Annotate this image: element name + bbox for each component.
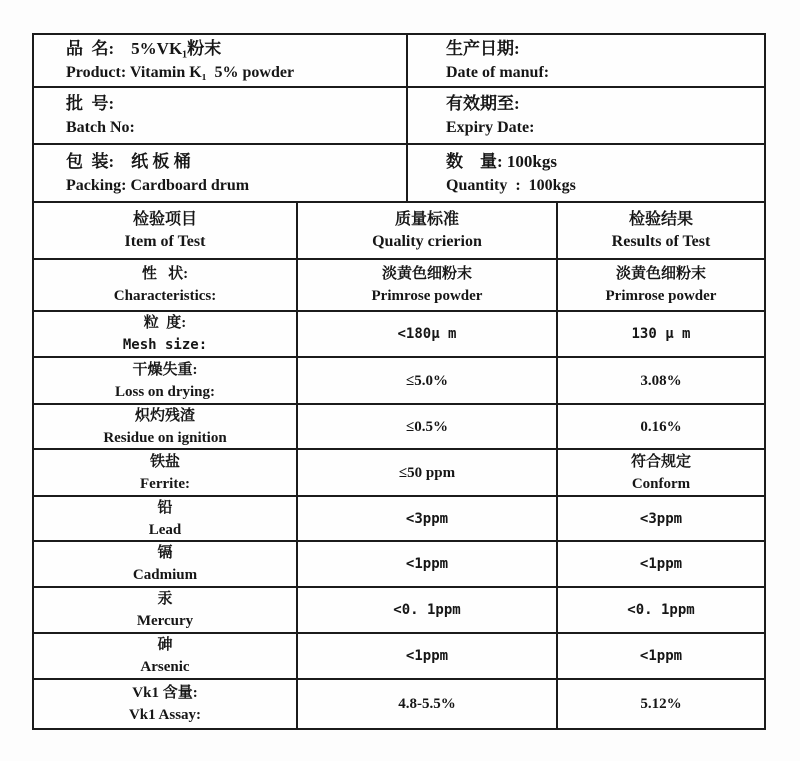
header-quality-criterion-zh: 质量标准 xyxy=(394,210,459,228)
cell-mercury-standard xyxy=(298,588,558,634)
vk1-assay-result: 5.12% xyxy=(640,696,682,712)
ferrite-result-zh: 符合规定 xyxy=(630,453,691,470)
info-cell-packing xyxy=(34,145,408,203)
header-item-of-test-zh: 检验项目 xyxy=(132,210,197,228)
cell-mercury-result xyxy=(558,588,764,634)
loss-on-drying-en: Loss on drying: xyxy=(114,383,216,400)
characteristics-standard-zh: 淡黄色细粉末 xyxy=(381,266,472,282)
lead-zh: 铅 xyxy=(157,499,173,516)
loss-on-drying-standard: ≤5.0% xyxy=(406,372,448,389)
info-cell-expiry-date xyxy=(408,88,764,145)
header-quality-criterion xyxy=(298,203,558,260)
date-of-manuf-label-en: Date of manuf: xyxy=(446,64,550,81)
expiry-date-label-en: Expiry Date: xyxy=(446,119,535,136)
header-item-of-test xyxy=(34,203,298,260)
ferrite-result-en: Conform xyxy=(631,475,691,492)
characteristics-result-zh: 淡黄色细粉末 xyxy=(615,266,706,282)
residue-on-ignition-result: 0.16% xyxy=(640,418,682,435)
cell-loss-on-drying-item xyxy=(34,358,298,405)
cell-vk1-assay-item xyxy=(34,680,298,728)
cell-mesh-size-result xyxy=(558,312,764,358)
header-results-of-test-zh: 检验结果 xyxy=(628,210,693,228)
mercury-standard: <0. 1ppm xyxy=(393,602,461,618)
header-quality-criterion-en: Quality crierion xyxy=(372,232,482,250)
lead-result: <3ppm xyxy=(639,510,683,527)
cell-loss-on-drying-result xyxy=(558,358,764,405)
cell-lead-result xyxy=(558,497,764,542)
batch-no-label-zh: 批 号: xyxy=(66,94,115,113)
residue-on-ignition-standard: ≤0.5% xyxy=(406,418,448,435)
info-cell-product xyxy=(34,35,408,88)
cell-cadmium-item xyxy=(34,542,298,588)
mesh-size-standard: <180μ m xyxy=(397,326,457,342)
date-of-manuf-label-zh: 生产日期: xyxy=(446,39,520,58)
test-section xyxy=(34,203,764,728)
cadmium-result: <1ppm xyxy=(639,556,683,572)
residue-on-ignition-en: Residue on ignition xyxy=(103,429,227,446)
cell-residue-on-ignition-result xyxy=(558,405,764,450)
header-results-of-test-en: Results of Test xyxy=(611,232,711,250)
cell-lead-item xyxy=(34,497,298,542)
arsenic-result: <1ppm xyxy=(639,648,683,664)
ferrite-en: Ferrite: xyxy=(140,475,190,492)
arsenic-en: Arsenic xyxy=(140,659,190,675)
info-cell-batch-no xyxy=(34,88,408,145)
cell-mesh-size-item xyxy=(34,312,298,358)
info-cell-date-of-manuf xyxy=(408,35,764,88)
cell-mercury-item xyxy=(34,588,298,634)
cell-ferrite-result xyxy=(558,450,764,497)
cell-cadmium-standard xyxy=(298,542,558,588)
cell-characteristics-standard xyxy=(298,260,558,312)
characteristics-standard-en: Primrose powder xyxy=(371,288,483,304)
cell-cadmium-result xyxy=(558,542,764,588)
info-section xyxy=(34,35,764,203)
cadmium-zh: 镉 xyxy=(157,545,173,561)
packing-label-en: Packing: Cardboard drum xyxy=(66,176,250,194)
arsenic-zh: 砷 xyxy=(157,637,173,653)
cell-residue-on-ignition-item xyxy=(34,405,298,450)
cell-arsenic-standard xyxy=(298,634,558,680)
cadmium-en: Cadmium xyxy=(132,567,198,583)
header-item-of-test-en: Item of Test xyxy=(124,232,206,250)
mercury-en: Mercury xyxy=(136,613,194,629)
vk1-assay-en: Vk1 Assay: xyxy=(128,707,202,723)
ferrite-standard: ≤50 ppm xyxy=(398,464,456,481)
quantity-label-en: Quantity : 100kgs xyxy=(446,176,576,194)
mercury-zh: 汞 xyxy=(157,591,173,607)
characteristics-zh: 性 状: xyxy=(141,266,189,282)
cell-lead-standard xyxy=(298,497,558,542)
loss-on-drying-result: 3.08% xyxy=(640,372,682,389)
cell-arsenic-result xyxy=(558,634,764,680)
mesh-size-zh: 粒 度: xyxy=(143,315,187,331)
cell-characteristics-result xyxy=(558,260,764,312)
packing-label-zh: 包 装: 纸 板 桶 xyxy=(66,151,191,171)
cell-characteristics-item xyxy=(34,260,298,312)
loss-on-drying-zh: 干燥失重: xyxy=(132,361,198,378)
vk1-assay-standard: 4.8-5.5% xyxy=(398,696,456,712)
mesh-size-result: 130 μ m xyxy=(631,326,691,342)
cell-residue-on-ignition-standard xyxy=(298,405,558,450)
cell-vk1-assay-result xyxy=(558,680,764,728)
arsenic-standard: <1ppm xyxy=(405,648,449,664)
residue-on-ignition-zh: 炽灼残渣 xyxy=(134,407,195,424)
vk1-assay-zh: Vk1 含量: xyxy=(132,685,198,701)
cell-ferrite-standard xyxy=(298,450,558,497)
cell-mesh-size-standard xyxy=(298,312,558,358)
cell-arsenic-item xyxy=(34,634,298,680)
ferrite-zh: 铁盐 xyxy=(149,453,180,470)
mesh-size-en: Mesh size: xyxy=(122,337,208,353)
cell-ferrite-item xyxy=(34,450,298,497)
batch-no-label-en: Batch No: xyxy=(66,119,135,136)
header-results-of-test xyxy=(558,203,764,260)
mercury-result: <0. 1ppm xyxy=(627,602,695,618)
cell-loss-on-drying-standard xyxy=(298,358,558,405)
certificate-of-analysis-table xyxy=(32,33,766,730)
cell-vk1-assay-standard xyxy=(298,680,558,728)
info-cell-quantity xyxy=(408,145,764,203)
cadmium-standard: <1ppm xyxy=(405,556,449,572)
expiry-date-label-zh: 有效期至: xyxy=(446,94,520,113)
lead-en: Lead xyxy=(148,521,182,538)
lead-standard: <3ppm xyxy=(405,510,449,527)
characteristics-result-en: Primrose powder xyxy=(605,288,717,304)
product-label-en: Product: Vitamin K₁ 5% powder xyxy=(66,64,295,81)
product-label-zh: 品 名: 5%VK₁粉末 xyxy=(66,39,222,58)
characteristics-en: Characteristics: xyxy=(113,288,217,304)
quantity-label-zh: 数 量: 100kgs xyxy=(446,151,557,171)
